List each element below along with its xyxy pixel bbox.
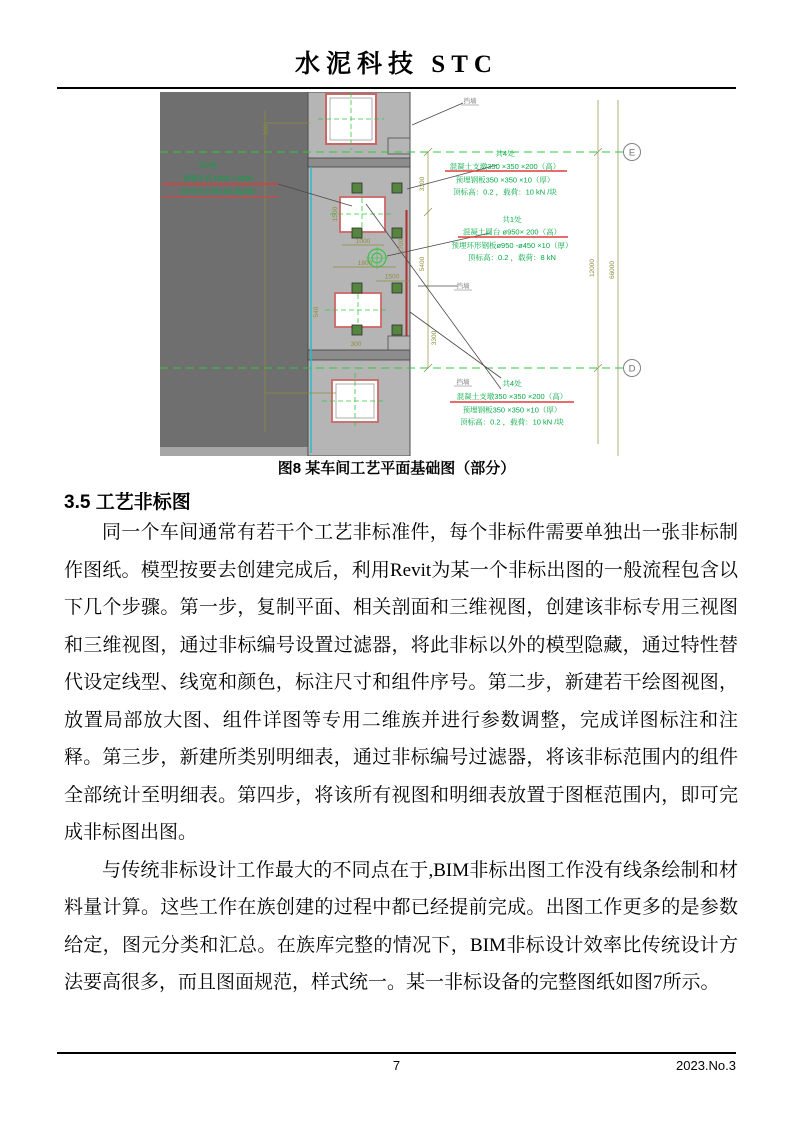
header-divider [57, 87, 736, 89]
figure8-caption: 图8 某车间工艺平面基础图（部分） [277, 460, 516, 477]
dim-3300-a: 3300 [419, 176, 426, 192]
dim-2700: 2700 [398, 238, 405, 254]
wall-label-top: 挡墙 [463, 98, 477, 105]
annotation-block-supports-bottom [457, 378, 567, 428]
dim-1500-h: 1500 [384, 273, 400, 281]
round-line1: 混凝土圆台 ø950× 200（高） [462, 227, 562, 237]
dim-300-v: 300 [263, 124, 270, 136]
paragraph-1: 同一个车间通常有若干个工艺非标准件，每个非标件需要单独出一张非标制作图纸。模型按要去创建完成后，利用Revit为某一个非标出图的一般流程包含以下几个步骤。第一步，复制平面、相关剖面和三维视图，创建该非标专用三视图和三维视图，通过非标编号设置过滤器，将此非标以外的模型隐藏，通过特性替代设定线型、线宽和颜色，标注尺寸和组件序号。第二步，新建若干绘图视图，放置局部放大图、组件详图等专用二维族并进行参数调整，完成详图标注和注释。第三步，新建所类别明细表，通过非标编号过滤器，将该非标范围内的组件全部统计至明细表。第四步，将该所有视图和明细表放置于图框范围内，即可完成非标图出图。 [64, 522, 738, 843]
left-count: 共2处 [198, 161, 218, 170]
dim-12000: 12000 [589, 258, 596, 278]
page-number: 7 [392, 1058, 401, 1073]
top-line1: 混凝土支墩350 ×350 ×200（高） [449, 162, 561, 171]
bottom-line2: 预埋钢板350 ×350 ×10（厚） [462, 405, 562, 415]
dim-1500-v: 1500 [332, 206, 339, 222]
paragraph-2: 与传统非标设计工作最大的不同点在于,BIM非标出图工作没有线条绘制和材料量计算。这些工作在族创建的过程中都已经提前完成。出图工作更多的是参数给定，图元分类和汇总。在族库完整的情况下，BIM非标设计效率比传统设计方法要高很多，而且图面规范，样式统一。某一非标设备的完整图纸如图7所示。 [64, 859, 738, 993]
axis-label-d: D [628, 363, 636, 375]
top-count: 共4处 [495, 149, 515, 158]
dim-300-h: 300 [350, 341, 362, 348]
plan-dark-area [160, 92, 308, 456]
cad-plan-svg [160, 92, 660, 456]
dim-540: 540 [313, 306, 320, 318]
dim-1000: 1000 [355, 238, 371, 245]
strip-notch-bottom [388, 336, 410, 350]
issue-number: 2023.No.3 [676, 1058, 736, 1073]
opening-mid-a [340, 197, 385, 232]
dim-1800: 1800 [357, 260, 373, 267]
bottom-line1: 混凝土支墩350 ×350 ×200（高） [456, 392, 568, 401]
dim-66000: 66000 [609, 260, 616, 280]
dim-3300-b: 3300 [431, 330, 438, 346]
wall-label-mid: 挡墙 [456, 283, 470, 290]
left-line2: 防水凸台宽150 高200 [181, 187, 255, 196]
footer-divider [57, 1052, 736, 1054]
journal-title: 水泥科技 STC [295, 51, 498, 78]
top-line2: 预埋钢板350 ×350 ×10（厚） [455, 175, 555, 185]
axis-label-e: E [628, 147, 636, 159]
round-count: 共1处 [502, 215, 522, 224]
round-line2: 预埋环形钢板ø950 -ø450 ×10（厚） [451, 241, 573, 250]
bottom-line3: 顶标高：0.2 ，载荷：10 kN /块 [460, 417, 564, 427]
annotation-block-supports-top [450, 148, 560, 198]
left-line1: 预留方孔1000 ×1500 [183, 174, 253, 183]
body-text [64, 514, 738, 1002]
section-heading: 3.5 工艺非标图 [64, 492, 191, 513]
top-line3: 顶标高：0.2 ，载荷：10 kN /块 [453, 187, 557, 197]
annotation-block-round [451, 214, 572, 263]
bottom-count: 共4处 [502, 379, 522, 388]
axis-bubbles [624, 144, 641, 377]
dim-5400: 5400 [419, 256, 426, 272]
round-line3: 顶标高：0.2 ，载荷：8 kN [468, 253, 556, 262]
wall-label-bottom: 挡墙 [456, 379, 470, 386]
figure8-drawing [160, 92, 660, 456]
